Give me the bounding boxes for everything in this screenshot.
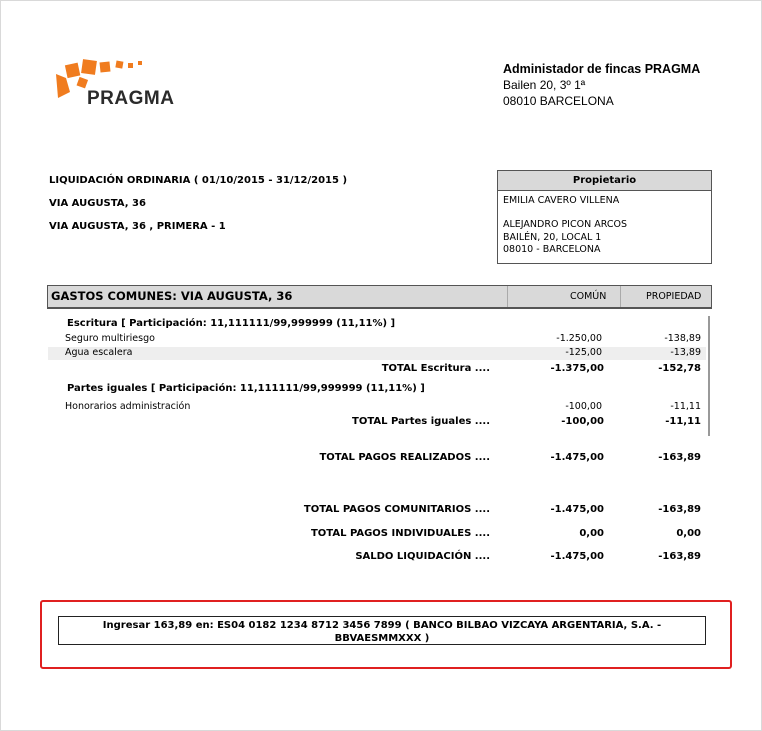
owner-address: BAILÉN, 20, LOCAL 1 <box>503 232 602 243</box>
section-total-propiedad: -11,11 <box>665 416 701 427</box>
column-divider <box>620 286 621 307</box>
payment-line-2: BBVAESMMXXX ) <box>334 633 430 644</box>
section-title: Partes iguales [ Participación: 11,111111/99,999999 (11,11%) ] <box>67 383 425 394</box>
owner-contact: ALEJANDRO PICON ARCOS <box>503 219 627 230</box>
column-divider <box>507 286 508 307</box>
row-description: Honorarios administración <box>65 401 191 412</box>
section-total-label: TOTAL Partes iguales .... <box>352 416 490 427</box>
total-pagos-individuales-propiedad: 0,00 <box>676 528 701 539</box>
payment-line-1: Ingresar 163,89 en: ES04 0182 1234 8712 3456 7899 ( BANCO BILBAO VIZCAYA ARGENTARIA, S.A. - <box>102 620 662 631</box>
row-propiedad: -11,11 <box>670 401 701 412</box>
liquidacion-street: VIA AUGUSTA, 36 <box>49 198 146 209</box>
total-pagos-realizados-label: TOTAL PAGOS REALIZADOS .... <box>319 452 490 463</box>
row-propiedad: -138,89 <box>664 333 701 344</box>
saldo-liquidacion-propiedad: -163,89 <box>658 551 701 562</box>
liquidacion-title: LIQUIDACIÓN ORDINARIA ( 01/10/2015 - 31/12/2015 ) <box>49 175 348 186</box>
row-comun: -100,00 <box>565 401 602 412</box>
total-pagos-individuales-label: TOTAL PAGOS INDIVIDUALES .... <box>310 528 490 539</box>
section-total-comun: -100,00 <box>561 416 604 427</box>
section-total-propiedad: -152,78 <box>658 363 701 374</box>
logo-text: PRAGMA <box>87 88 175 109</box>
total-pagos-realizados-propiedad: -163,89 <box>658 452 701 463</box>
admin-address: Bailen 20, 3º 1ª <box>503 78 586 92</box>
column-comun: COMÚN <box>570 291 607 302</box>
row-description: Seguro multiriesgo <box>65 333 155 344</box>
table-title: GASTOS COMUNES: VIA AUGUSTA, 36 <box>51 289 293 303</box>
total-pagos-individuales-comun: 0,00 <box>579 528 604 539</box>
section-title: Escritura [ Participación: 11,111111/99,999999 (11,11%) ] <box>67 318 396 329</box>
owner-city: 08010 - BARCELONA <box>503 244 601 255</box>
administrator-block <box>503 61 700 109</box>
table-row <box>48 401 706 414</box>
liquidacion-unit: VIA AUGUSTA, 36 , PRIMERA - 1 <box>49 221 226 232</box>
total-pagos-realizados-comun: -1.475,00 <box>550 452 604 463</box>
admin-city: 08010 BARCELONA <box>503 94 614 108</box>
total-pagos-comunitarios-propiedad: -163,89 <box>658 504 701 515</box>
table-row <box>48 333 706 346</box>
owner-box <box>497 170 712 264</box>
total-pagos-comunitarios-comun: -1.475,00 <box>550 504 604 515</box>
table-right-border <box>708 316 710 436</box>
column-propiedad: PROPIEDAD <box>646 291 702 302</box>
table-row <box>48 347 706 360</box>
owner-header: Propietario <box>498 171 711 191</box>
section-total-comun: -1.375,00 <box>550 363 604 374</box>
row-comun: -125,00 <box>565 347 602 358</box>
owner-name: EMILIA CAVERO VILLENA <box>503 195 620 206</box>
row-description: Agua escalera <box>65 347 133 358</box>
row-propiedad: -13,89 <box>670 347 701 358</box>
saldo-liquidacion-comun: -1.475,00 <box>550 551 604 562</box>
payment-instructions <box>58 616 706 645</box>
row-comun: -1.250,00 <box>556 333 602 344</box>
total-pagos-comunitarios-label: TOTAL PAGOS COMUNITARIOS .... <box>303 504 490 515</box>
admin-name: Administador de fincas PRAGMA <box>503 62 701 76</box>
section-total-label: TOTAL Escritura .... <box>381 363 490 374</box>
saldo-liquidacion-label: SALDO LIQUIDACIÓN .... <box>355 551 490 562</box>
table-header <box>47 285 712 309</box>
